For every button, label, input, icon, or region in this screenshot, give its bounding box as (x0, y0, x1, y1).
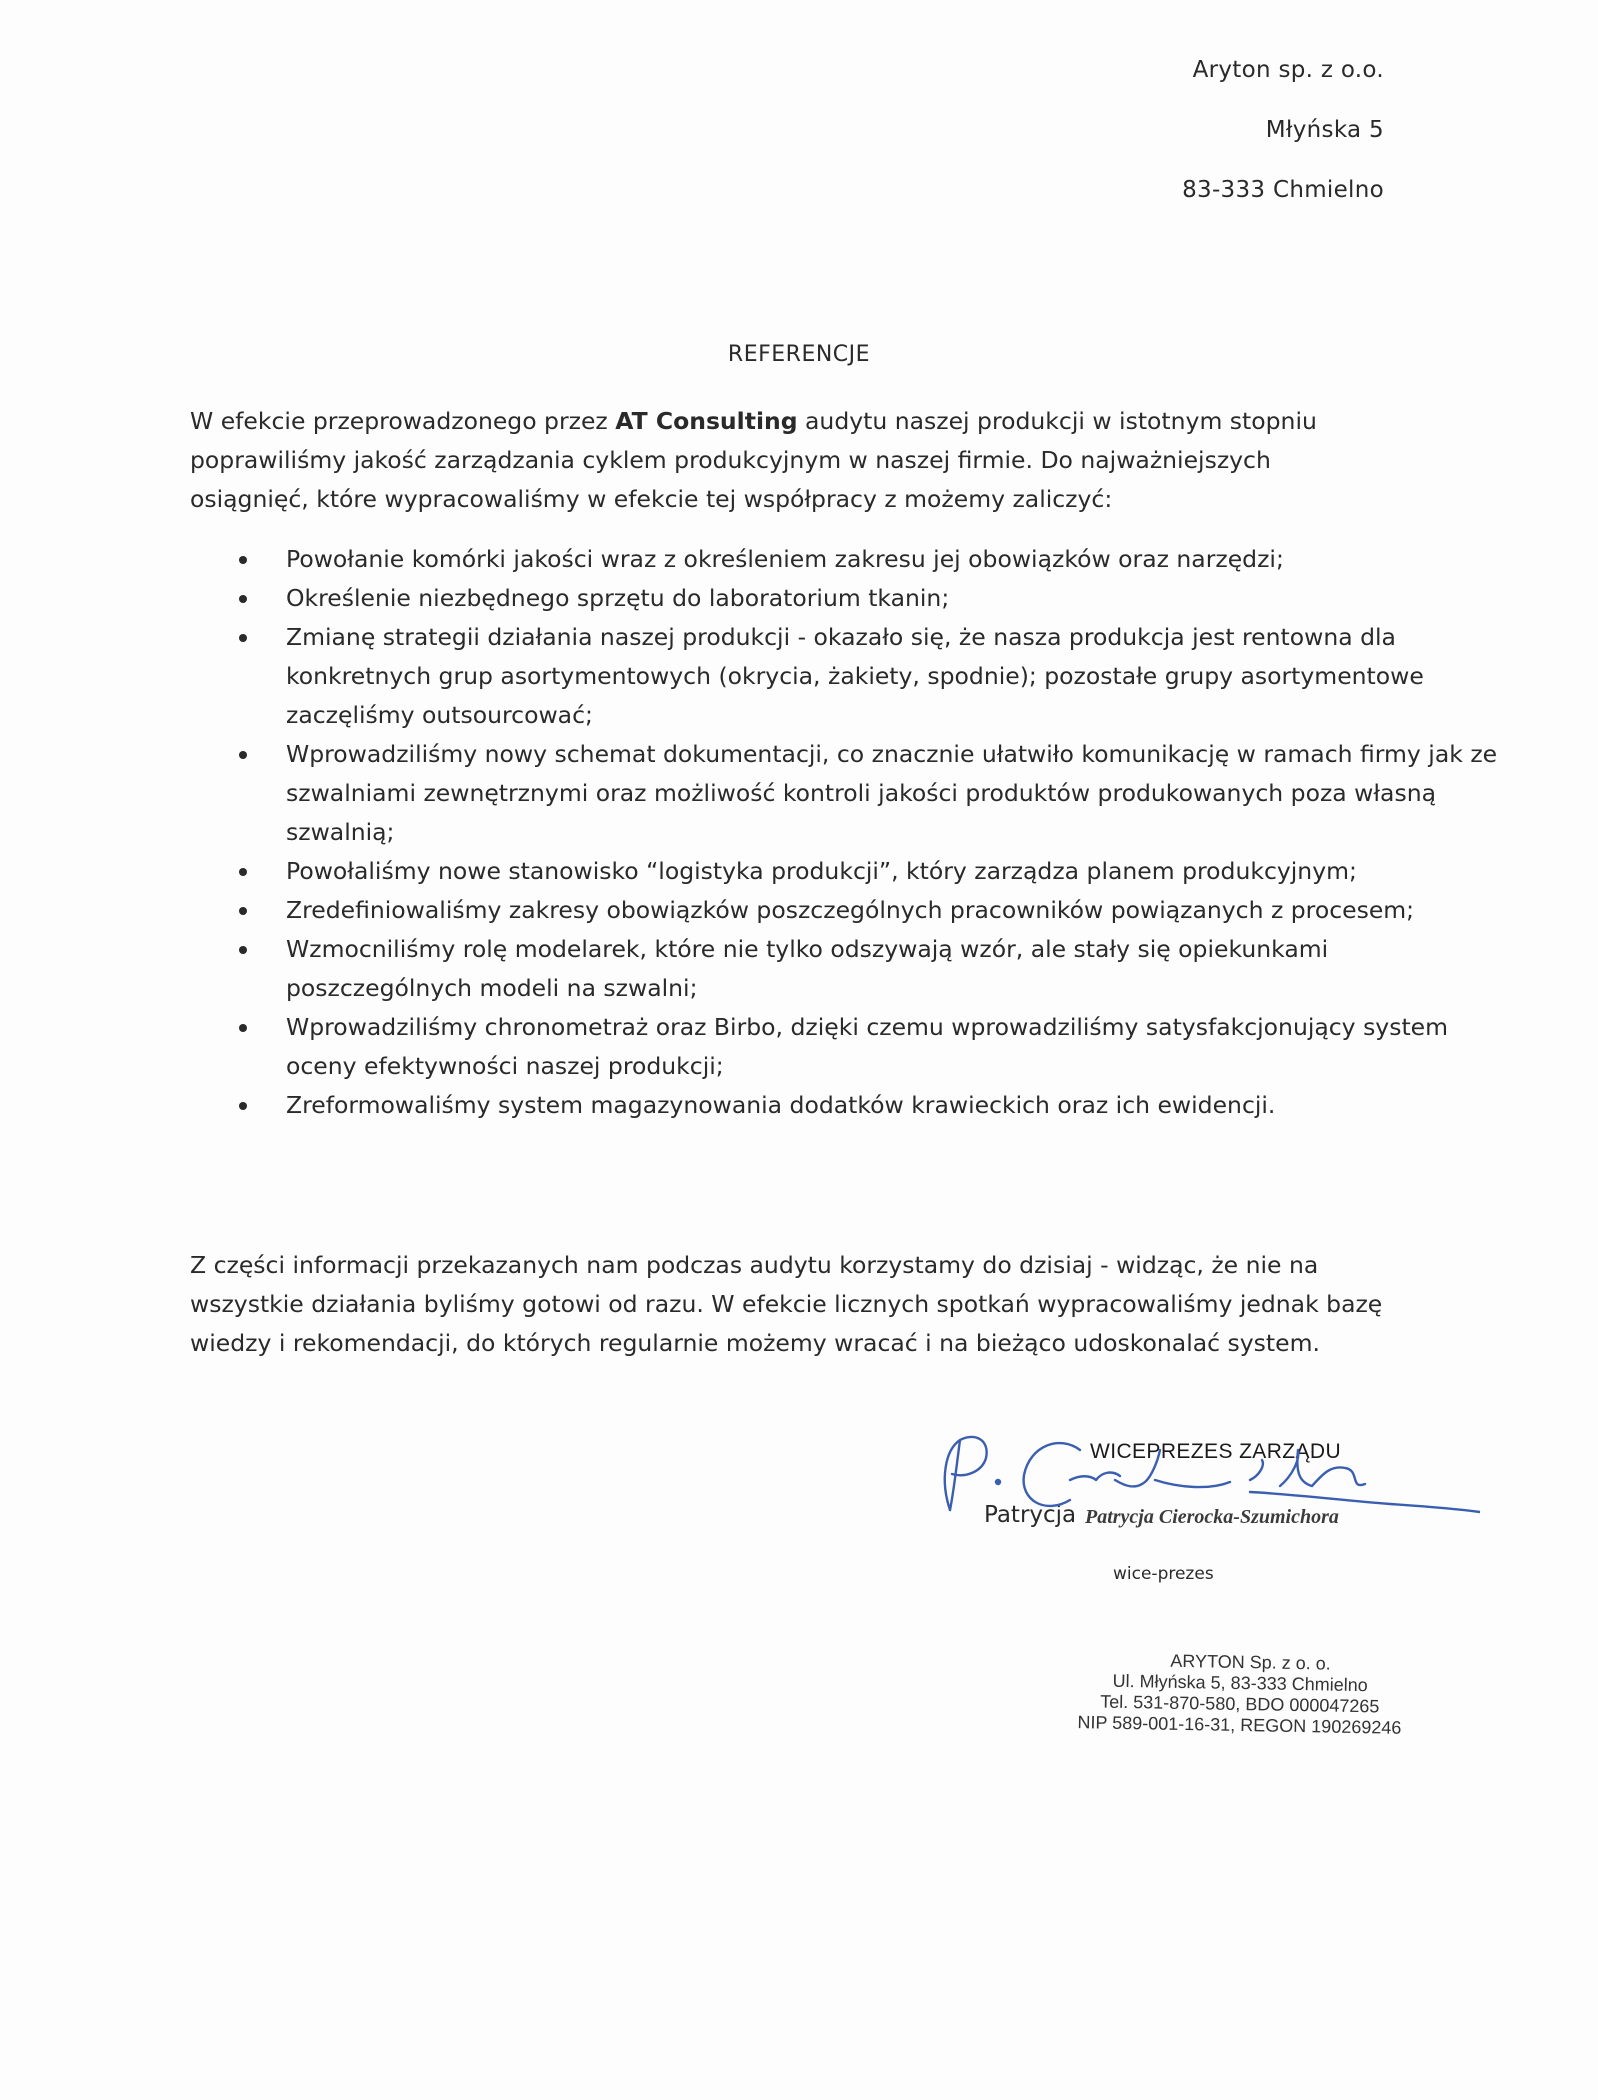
sender-street: Młyńska 5 (1265, 117, 1384, 143)
list-item: Wprowadziliśmy chronometraż oraz Birbo, dzięki czemu wprowadziliśmy satysfakcjonujący system oceny efektywności naszej produkcji; (286, 1008, 1506, 1086)
intro-text-end: audytu naszej produkcji w istotnym stopniu poprawiliśmy jakość zarządzania cyklem produkcyjnym w naszej firmie. Do najważniejszych osiągnięć, które wypracowaliśmy w efekcie tej współpracy z możemy zaliczyć: (190, 407, 1317, 513)
list-item: Zredefiniowaliśmy zakresy obowiązków poszczególnych pracowników powiązanych z procesem; (286, 891, 1506, 930)
name-stamp: Patrycja Cierocka-Szumichora (1085, 1506, 1339, 1528)
list-item: Wprowadziliśmy nowy schemat dokumentacji, co znacznie ułatwiło komunikację w ramach firmy jak ze szwalniami zewnętrznymi oraz możliwość kontroli jakości produktów produkowanych poza własną szwalnią; (286, 735, 1506, 852)
list-item: Wzmocniliśmy rolę modelarek, które nie tylko odszywają wzór, ale stały się opiekunkami poszczególnych modeli na szwalni; (286, 930, 1506, 1008)
achievements-list (190, 540, 1506, 1125)
list-item: Zreformowaliśmy system magazynowania dodatków krawieckich oraz ich ewidencji. (286, 1086, 1506, 1125)
intro-text-start: W efekcie przeprowadzonego przez (190, 407, 616, 435)
typed-first-name: Patrycja (984, 1502, 1077, 1528)
consultant-name: AT Consulting (615, 407, 798, 435)
letter-title: REFERENCJE (727, 342, 871, 367)
sender-company: Aryton sp. z o.o. (1192, 57, 1384, 83)
signer-title: wice-prezes (1113, 1564, 1214, 1584)
handwritten-signature (920, 1420, 1480, 1550)
intro-paragraph (190, 402, 1390, 519)
list-item: Powołanie komórki jakości wraz z określeniem zakresu jej obowiązków oraz narzędzi; (286, 540, 1506, 579)
company-stamp (1059, 1649, 1420, 1739)
stamp-phone: Tel. 531-870-580, BDO 000047265 (1100, 1691, 1380, 1717)
role-stamp: WICEPREZES ZARZĄDU (1090, 1440, 1342, 1463)
sender-city: 83-333 Chmielno (1182, 177, 1384, 203)
list-item: Określenie niezbędnego sprzętu do laboratorium tkanin; (286, 579, 1506, 618)
list-item: Powołaliśmy nowe stanowisko “logistyka produkcji”, który zarządza planem produkcyjnym; (286, 852, 1506, 891)
sender-address (1182, 40, 1384, 220)
list-item: Zmianę strategii działania naszej produkcji - okazało się, że nasza produkcja jest rentowna dla konkretnych grup asortymentowych (okrycia, żakiety, spodnie); pozostałe grupy asortymentowe zaczęliśmy outsourcować; (286, 618, 1506, 735)
signature-block (900, 1420, 1500, 1600)
stamp-address: Ul. Młyńska 5, 83-333 Chmielno (1112, 1670, 1368, 1696)
stamp-tax-ids: NIP 589-001-16-31, REGON 190269246 (1077, 1712, 1402, 1738)
stamp-company: ARYTON Sp. z o. o. (1170, 1650, 1331, 1674)
closing-paragraph: Z części informacji przekazanych nam podczas audytu korzystamy do dzisiaj - widząc, że nie na wszystkie działania byliśmy gotowi od razu. W efekcie licznych spotkań wypracowaliśmy jednak bazę wiedzy i rekomendacji, do których regularnie możemy wracać i na bieżąco udoskonalać system. (190, 1251, 1383, 1357)
